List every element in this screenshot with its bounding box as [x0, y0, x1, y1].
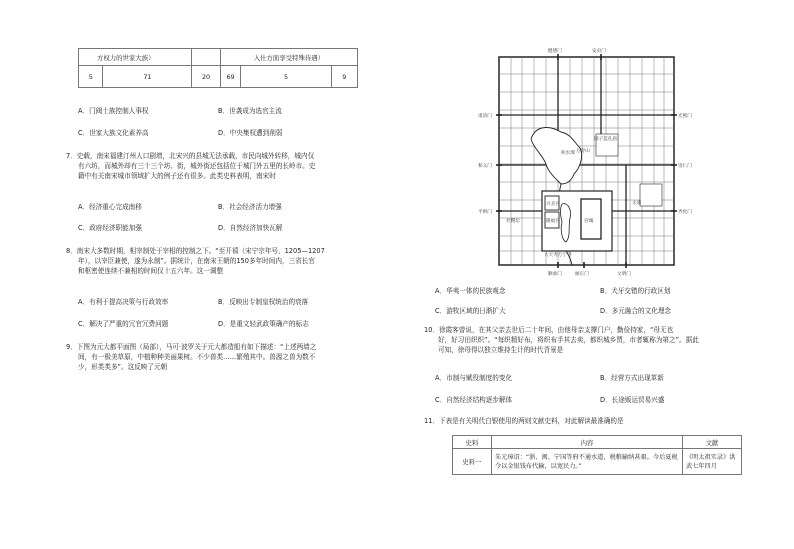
q10-option-c[interactable]: C．自然经济结构逐步解体: [435, 396, 513, 404]
gate-label: 崇仁门: [678, 164, 692, 169]
gate-label: 文明门: [617, 272, 631, 277]
source-row-reference: 《明太祖实录》洪武七年四月: [683, 449, 742, 475]
gate-label: 健德门: [548, 49, 562, 54]
q10-line: 10．徐霞客曾说，在其父亲去世后二十年间，由他母亲支撑门户，勤俭持家，“母无也: [424, 326, 674, 334]
q6-option-b[interactable]: B．世袭成为选官主流: [218, 107, 282, 115]
q8-line: 8．南宋大多数时期，相宰制处于宰相的控制之下。“至开禧（宋宁宗年号，1205—1207: [66, 247, 325, 255]
map-label-jishuitan: 积水潭: [561, 151, 575, 156]
q6-option-a[interactable]: A．门阀士族控制人事权: [78, 107, 149, 115]
q10-line: 可知，徐母得以独立维持生计的时代背景是: [438, 346, 564, 354]
q8-option-b[interactable]: B．反映出专制皇权统治的衰落: [218, 298, 309, 306]
map-label-dafu: 大天寿万宁寺: [544, 253, 572, 258]
top-table-cell: 9: [331, 66, 357, 88]
dadu-plan-map: [476, 44, 696, 278]
q6-option-d[interactable]: D．中央集权遭到削弱: [218, 129, 283, 137]
top-table-header-left: 方权力的世家大族）: [79, 49, 192, 66]
map-label-longfu: 隆福宫: [546, 219, 560, 224]
gate-label: 顺承门: [548, 272, 562, 277]
map-label-gongcheng: 宫城: [584, 219, 594, 224]
map-label-xingsheng: 兴圣宫: [546, 202, 560, 207]
question-7: [66, 151, 315, 181]
top-table-cell: 5: [241, 66, 331, 88]
gate-label: 齐化门: [678, 210, 692, 215]
q7-option-a[interactable]: A．经济重心完成南移: [78, 203, 142, 211]
map-label-taimiao: 太庙: [632, 201, 642, 206]
q9-line: 少，形类类多”。这反映了元朝: [78, 363, 168, 371]
q7-line: 7．史载，南宋福建汀州人口剧增，北宋兴的县城无法承载，市民向城外转移，城内仅: [66, 152, 315, 160]
top-table-cell: 69: [220, 66, 241, 88]
gate-label: 光熙门: [678, 114, 692, 119]
question-10: [424, 325, 699, 355]
source-table: [452, 435, 742, 475]
q8-option-a[interactable]: A．有利于提高决策与行政效率: [78, 298, 169, 306]
east-block: [640, 184, 662, 206]
q9-option-a[interactable]: A．华夷一体的民族观念: [435, 287, 506, 295]
gate-label: 平则门: [478, 210, 492, 215]
source-row-label: 史料一: [453, 449, 492, 475]
top-table-cell: 20: [192, 66, 220, 88]
top-table-cell: 71: [103, 66, 192, 88]
question-8: [66, 246, 325, 276]
source-table-header: 文献: [683, 436, 742, 449]
q6-option-c[interactable]: C．世家大族文化素养高: [78, 129, 149, 137]
top-table-header-right: 入仕方面享受特殊待遇）: [220, 49, 357, 66]
top-table: [78, 48, 358, 88]
question-11: 11．下表是有关明代白银使用的两则文献史料，对此解读最准确的是: [424, 417, 624, 425]
q9-line: 间，有一极美草原，中植种种美丽果树。不少兽类……繁殖其中。兽源之兽为数不: [78, 353, 316, 361]
map-label-guozijian: 国子监孔庙: [594, 137, 617, 142]
q10-line: 好，好习田织织”。“每织精好布，将织布手其去卖，都织城乡贾，市者辄称为第之”。据此: [438, 336, 699, 344]
question-9: [66, 342, 316, 372]
gate-label: 肃清门: [478, 114, 492, 119]
q10-option-b[interactable]: B．经营方式出现革新: [600, 374, 664, 382]
q8-line: 年），以宰臣兼使，遂为永制”。据统计，在南宋王朝的150多年时间内，三省长官: [78, 257, 315, 265]
map-figure: [476, 44, 696, 278]
gate-label: 和义门: [478, 164, 492, 169]
map-label-wanshou: 万寿山: [576, 149, 590, 154]
q10-option-d[interactable]: D．长途贩运贸易兴盛: [600, 396, 665, 404]
map-label-sheji: 社稷坛: [506, 219, 520, 224]
q9-option-c[interactable]: C．游牧区域的日渐扩大: [435, 307, 506, 315]
source-table-header: 史料: [453, 436, 492, 449]
q9-option-d[interactable]: D．多元融合的文化理念: [600, 307, 672, 315]
q7-option-c[interactable]: C．政府经济职能加强: [78, 224, 142, 232]
top-table-cell: 5: [79, 66, 103, 88]
q9-line: 9．下图为元大都平面图（局部），马可·波罗关于元大都造船有如下描述：“上述两墙之: [66, 343, 317, 351]
q7-option-b[interactable]: B．社会经济活力增强: [218, 203, 282, 211]
q7-option-d[interactable]: D．自然经济加快瓦解: [218, 224, 283, 232]
q9-option-b[interactable]: B．犬牙交错的行政区划: [600, 287, 671, 295]
gate-label: 丽正门: [575, 272, 589, 277]
q8-option-c[interactable]: C．解决了严重的冗官冗费问题: [78, 320, 169, 328]
q7-line: 籍中有关南宋城市领域扩大的例子还有很多。此类史料表明，南宋时: [78, 172, 276, 180]
q7-line: 有六坊，而城外却有三十三个坊、街，城外街还包括位于城门外五里的长岭市。史: [78, 162, 316, 170]
q8-option-d[interactable]: D．是重文轻武政策确产的标志: [218, 320, 309, 328]
q10-option-a[interactable]: A．市制与赋役制度的变化: [435, 374, 513, 382]
gate-label: 安贞门: [592, 49, 606, 54]
q8-line: 和枢密使连续不兼相的时间仅十五六年。这一调整: [78, 267, 224, 275]
source-table-header: 内容: [492, 436, 683, 449]
source-row-content: 朱元璋诏：“浙、闽、宁国等府不通水道，税粮输纳甚艰。今后夏税令以金银钱布代输，以宽民力。”: [492, 449, 683, 475]
